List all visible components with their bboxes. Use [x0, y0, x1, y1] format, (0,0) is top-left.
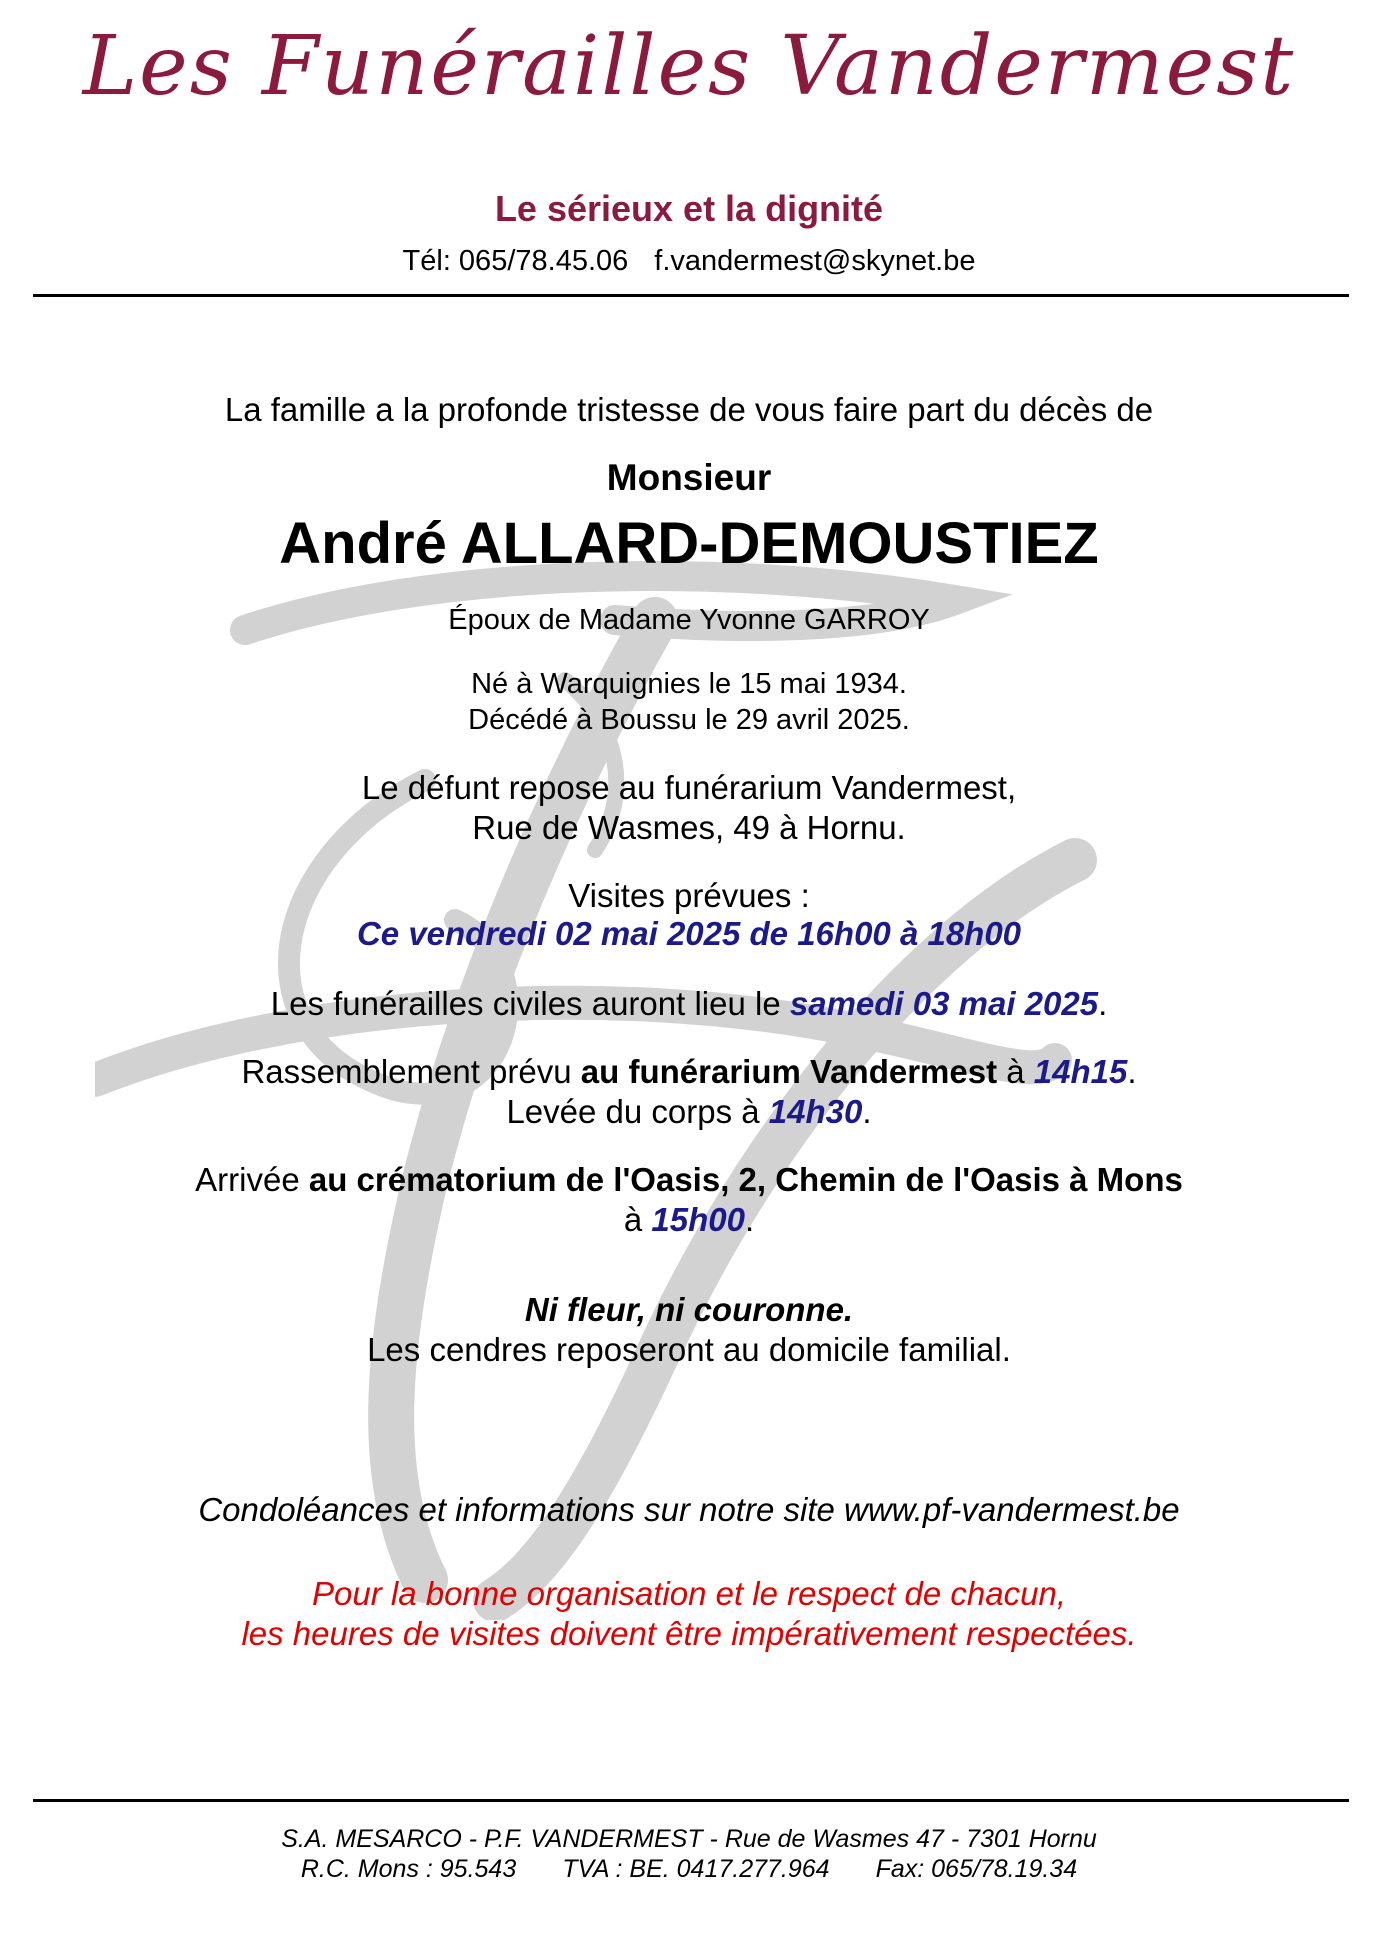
arrival-time-line: [0, 1200, 1378, 1240]
arrival-at: à: [623, 1201, 652, 1238]
birth-line: Né à Warquignies le 15 mai 1934.: [471, 668, 907, 700]
phone: Tél: 065/78.45.06: [402, 245, 629, 277]
footer-divider: [33, 1799, 1349, 1802]
footer-company: S.A. MESARCO - P.F. VANDERMEST - Rue de Wasmes 47 - 7301 Hornu: [281, 1825, 1097, 1853]
flowers-note: Ni fleur, ni couronne.: [524, 1291, 854, 1328]
intro-text: La famille a la profonde tristesse de vous faire part du décès de: [224, 391, 1154, 428]
deceased-name: André ALLARD-DEMOUSTIEZ: [279, 511, 1099, 576]
condolences-note: Condoléances et informations sur notre site www.pf-vandermest.be: [198, 1491, 1180, 1528]
visits-date: Ce vendredi 02 mai 2025 de 16h00 à 18h00: [356, 915, 1022, 952]
email: f.vandermest@skynet.be: [654, 245, 976, 277]
gathering-time: 14h15: [1033, 1053, 1128, 1090]
period: .: [1127, 1053, 1137, 1090]
footer-rc: R.C. Mons : 95.543: [300, 1855, 517, 1883]
arrival-place: au crématorium de l'Oasis, 2, Chemin de l'Oasis à Mons: [308, 1161, 1183, 1198]
period: .: [1098, 985, 1108, 1022]
levee-line: [0, 1092, 1378, 1132]
death-line: Décédé à Boussu le 29 avril 2025.: [468, 704, 910, 736]
spouse-line: Époux de Madame Yvonne GARROY: [448, 604, 930, 636]
warning-line-2: les heures de visites doivent être impérativement respectées.: [241, 1615, 1137, 1652]
period: .: [862, 1093, 872, 1130]
rest-line-1: Le défunt repose au funérarium Vandermest,: [361, 769, 1017, 806]
arrival-time: 15h00: [651, 1201, 745, 1238]
gathering-place: au funérarium Vandermest: [580, 1053, 998, 1090]
contact-line: [0, 245, 1378, 278]
rest-line-2: Rue de Wasmes, 49 à Hornu.: [472, 809, 906, 846]
warning-line-1: Pour la bonne organisation et le respect de chacun,: [311, 1575, 1066, 1612]
funeral-text: Les funérailles civiles auront lieu le: [270, 985, 790, 1022]
arrival-text: Arrivée: [195, 1161, 309, 1198]
visits-label: Visites prévues :: [568, 877, 810, 914]
footer-tva: TVA : BE. 0417.277.964: [562, 1855, 830, 1883]
tagline: Le sérieux et la dignité: [494, 188, 884, 229]
honorific: Monsieur: [606, 457, 772, 498]
funeral-line: [0, 984, 1378, 1024]
brand-title: Les Funérailles Vandermest: [82, 19, 1296, 114]
header-divider: [33, 294, 1349, 297]
period: .: [744, 1201, 755, 1238]
footer-registration: [0, 1854, 1378, 1884]
arrival-line: [0, 1160, 1378, 1200]
ashes-note: Les cendres reposeront au domicile familial.: [367, 1331, 1011, 1368]
gathering-at: à: [997, 1053, 1034, 1090]
levee-time: 14h30: [768, 1093, 863, 1130]
gathering-text: Rassemblement prévu: [241, 1053, 581, 1090]
funeral-date: samedi 03 mai 2025: [789, 985, 1099, 1022]
footer-fax: Fax: 065/78.19.34: [875, 1855, 1078, 1883]
gathering-line: [0, 1052, 1378, 1092]
levee-text: Levée du corps à: [506, 1093, 769, 1130]
